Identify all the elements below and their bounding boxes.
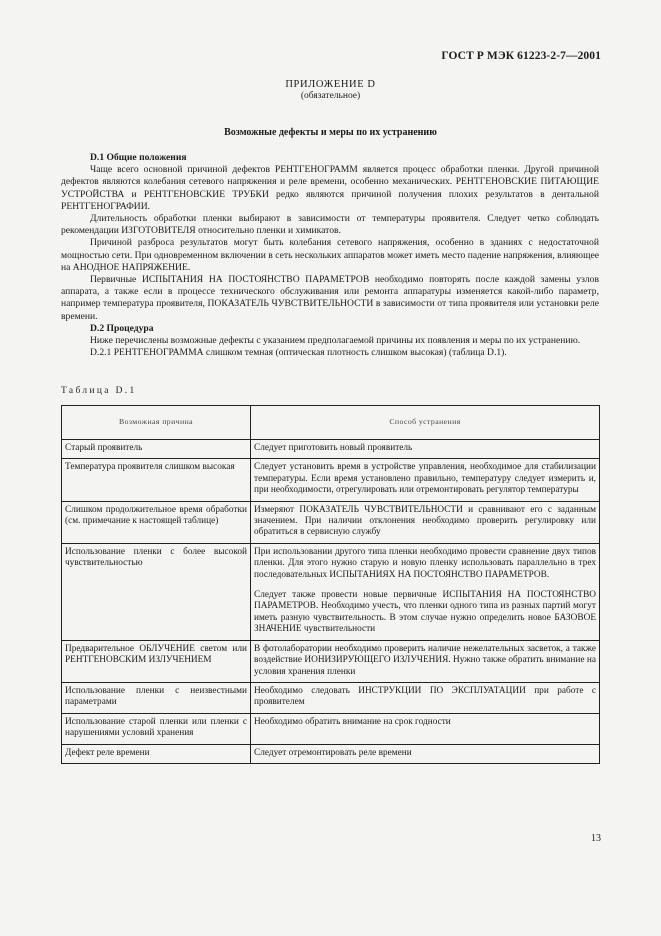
section-title: D.1 Общие положения [90,152,187,163]
cause-cell: Слишком продолжительное время обработки (см. примечание к настоящей таблице) [62,501,251,543]
cause-cell: Использование пленки с неизвестными параметрами [62,682,251,713]
cause-cell: Старый проявитель [62,440,251,459]
remedy-text: При использовании другого типа пленки необходимо провести сравнение двух типов пленки. Для этого нужно старую и новую пленку использовать параллельно в трех последовательных ИСПЫТАНИЯХ НА ПОСТОЯНСТВО ПАРАМЕТРОВ. [254,546,596,580]
remedy-cell [251,501,600,543]
appendix-subtitle: (обязательное) [300,91,361,101]
page-number: 13 [591,833,601,844]
remedy-text: Измеряют ПОКАЗАТЕЛЬ ЧУВСТВИТЕЛЬНОСТИ и сравнивают его с заданным значением. При наличии отклонения необходимо проверить регулировку или обратиться в сервисную службу [254,504,596,538]
remedy-cell [251,459,600,501]
paragraph: Первичные ИСПЫТАНИЯ НА ПОСТОЯНСТВО ПАРАМЕТРОВ необходимо повторять после каждой замены узлов аппарата, а также если в процессе технического обслуживания или ремонта аппаратуры изменяется какой-либо параметр, например температура проявителя, ПОКАЗАТЕЛЬ ЧУВСТВИТЕЛЬНОСТИ в зависимости от типа проявителя или установки реле времени. [61,274,599,322]
defects-table [61,405,600,764]
remedy-text: Необходимо обратить внимание на срок годности [254,716,451,727]
table-header-row [62,406,600,440]
table-row [62,459,600,501]
cause-cell: Температура проявителя слишком высокая [62,459,251,501]
header-remedy: Способ устранения [251,406,600,440]
paragraph: D.2.1 РЕНТГЕНОГРАММА слишком темная (оптическая плотность слишком высокая) (таблица D.1). [90,347,507,359]
paragraph: Причиной разброса результатов могут быть колебания сетевого напряжения, особенно в зданиях с недостаточной мощностью сети. При одновременном включении в сеть нескольких аппаратов может иметь место падение напряжения, влияющее на АНОДНОЕ НАПРЯЖЕНИЕ. [61,237,599,273]
paragraph: Ниже перечислены возможные дефекты с указанием предполагаемой причины их появления и меры по их устранению. [90,335,581,347]
cause-cell: Дефект реле времени [62,744,251,763]
section-title: D.2 Процедура [90,322,154,334]
table-row [62,640,600,682]
remedy-text: Необходимо следовать ИНСТРУКЦИИ ПО ЭКСПЛУАТАЦИИ при работе с проявителем [254,685,596,708]
cause-cell: Использование пленки с более высокой чувствительностью [62,543,251,640]
table-row [62,744,600,763]
remedy-cell [251,640,600,682]
table-row [62,440,600,459]
standard-number: ГОСТ Р МЭК 61223-2-7—2001 [441,50,601,62]
table-row [62,501,600,543]
remedy-text: Следует установить время в устройстве управления, необходимое для стабилизации температуры. Если время установлено правильно, температуру следует измерить и, при необходимости, отрегулировать или отремонтировать регулятор температуры [254,462,596,496]
table-body [62,440,600,764]
remedy-text: Следует отремонтировать реле времени [254,747,412,758]
table-row [62,713,600,744]
paragraph: Длительность обработки пленки выбирают в зависимости от температуры проявителя. Следует четко соблюдать рекомендации ИЗГОТОВИТЕЛЯ относительно пленки и химикатов. [61,213,599,237]
cause-cell: Использование старой пленки или пленки с нарушениями условий хранения [62,713,251,744]
remedy-cell [251,440,600,459]
paragraph: Чаще всего основной причиной дефектов РЕНТГЕНОГРАММ является процесс обработки пленки. Другой причиной дефектов являются колебания сетевого напряжения и реле времени, особенно механических. РЕНТГЕНОВСКИЕ ПИТАЮЩИЕ УСТРОЙСТВА и РЕНТГЕНОВСКИЕ ТРУБКИ редко являются причиной получения плохих результатов в дентальной РЕНТГЕНОГРАФИИ. [61,164,599,212]
remedy-cell [251,682,600,713]
cause-cell: Предварительное ОБЛУЧЕНИЕ светом или РЕНТГЕНОВСКИМ ИЗЛУЧЕНИЕМ [62,640,251,682]
remedy-cell [251,543,600,640]
section-heading: Возможные дефекты и меры по их устранению [224,127,437,138]
body-text [61,152,599,359]
table-row [62,543,600,640]
table-caption: Таблица D.1 [61,386,137,396]
remedy-cell [251,713,600,744]
remedy-cell [251,744,600,763]
table-row [62,682,600,713]
remedy-text: Следует приготовить новый проявитель [254,443,413,453]
header-cause: Возможная причина [62,406,251,440]
remedy-text: Следует также провести новые первичные ИСПЫТАНИЯ НА ПОСТОЯНСТВО ПАРАМЕТРОВ. Необходимо учесть, что пленки одного типа из разных партий могут иметь разную чувствительность. В этом случае нужно определить новое БАЗОВОЕ ЗНАЧЕНИЕ чувствительности [254,590,596,635]
remedy-text: В фотолаборатории необходимо проверить наличие нежелательных засветок, а также воздействие ИОНИЗИРУЮЩЕГО ИЗЛУЧЕНИЯ. Нужно также обратить внимание на условия хранения пленки [254,643,596,677]
appendix-title: ПРИЛОЖЕНИЕ D [285,79,376,90]
